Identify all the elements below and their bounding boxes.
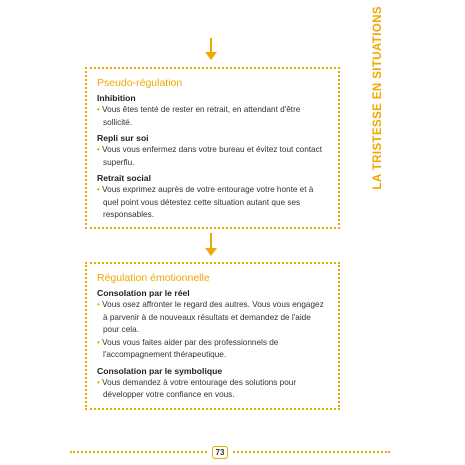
item-text: Vous vous enfermez dans votre bureau et évitez tout contact superflu. — [102, 145, 322, 167]
item-text: Vous êtes tenté de rester en retrait, en attendant d'être sollicité. — [102, 105, 301, 127]
bullet-icon: • — [97, 377, 100, 387]
item-text: Vous demandez à votre entourage des solutions pour développer votre confiance en vous. — [102, 377, 297, 399]
bullet-icon: • — [97, 105, 100, 114]
page-number-text: 73 — [212, 446, 229, 459]
section-heading: Consolation par le symbolique — [97, 365, 223, 376]
page-footer — [70, 444, 390, 460]
sections-container — [97, 287, 328, 402]
emotional-regulation-box — [85, 262, 340, 410]
section-item — [97, 299, 328, 337]
sections-container — [97, 92, 328, 222]
item-text: Vous vous faites aider par des professionnels de l'accompagnement thérapeutique. — [102, 337, 279, 359]
section-heading: Retrait social — [97, 173, 151, 183]
section-item — [97, 104, 328, 129]
item-text: Vous exprimez auprès de votre entourage votre honte et à quel point vous détestez cette situation autant que ses responsables. — [102, 185, 314, 219]
pseudo-regulation-box — [85, 67, 340, 229]
side-chapter-title — [368, 6, 388, 190]
page-number — [208, 444, 232, 460]
item-text: Vous osez affronter le regard des autres. Vous vous engagez à parvenir à de nouveaux résultats et demandez de l'aide pour cela. — [102, 300, 324, 334]
section-item — [97, 184, 328, 222]
bullet-icon: • — [97, 300, 100, 309]
box-title: Régulation émotionnelle — [97, 272, 210, 284]
bullet-icon: • — [97, 145, 100, 154]
section-item — [97, 337, 328, 362]
side-chapter-title-text: LA TRISTESSE EN SITUATIONS — [372, 6, 384, 190]
box-title: Pseudo-régulation — [97, 77, 183, 89]
section-heading: Consolation par le réel — [97, 288, 190, 298]
section-item — [97, 377, 328, 402]
arrow-down-icon — [203, 38, 219, 60]
section-item — [97, 144, 328, 169]
arrow-down-icon — [203, 233, 219, 257]
bullet-icon: • — [97, 337, 100, 347]
bullet-icon: • — [97, 185, 100, 194]
section-heading: Repli sur soi — [97, 133, 149, 143]
section-heading: Inhibition — [97, 93, 136, 103]
